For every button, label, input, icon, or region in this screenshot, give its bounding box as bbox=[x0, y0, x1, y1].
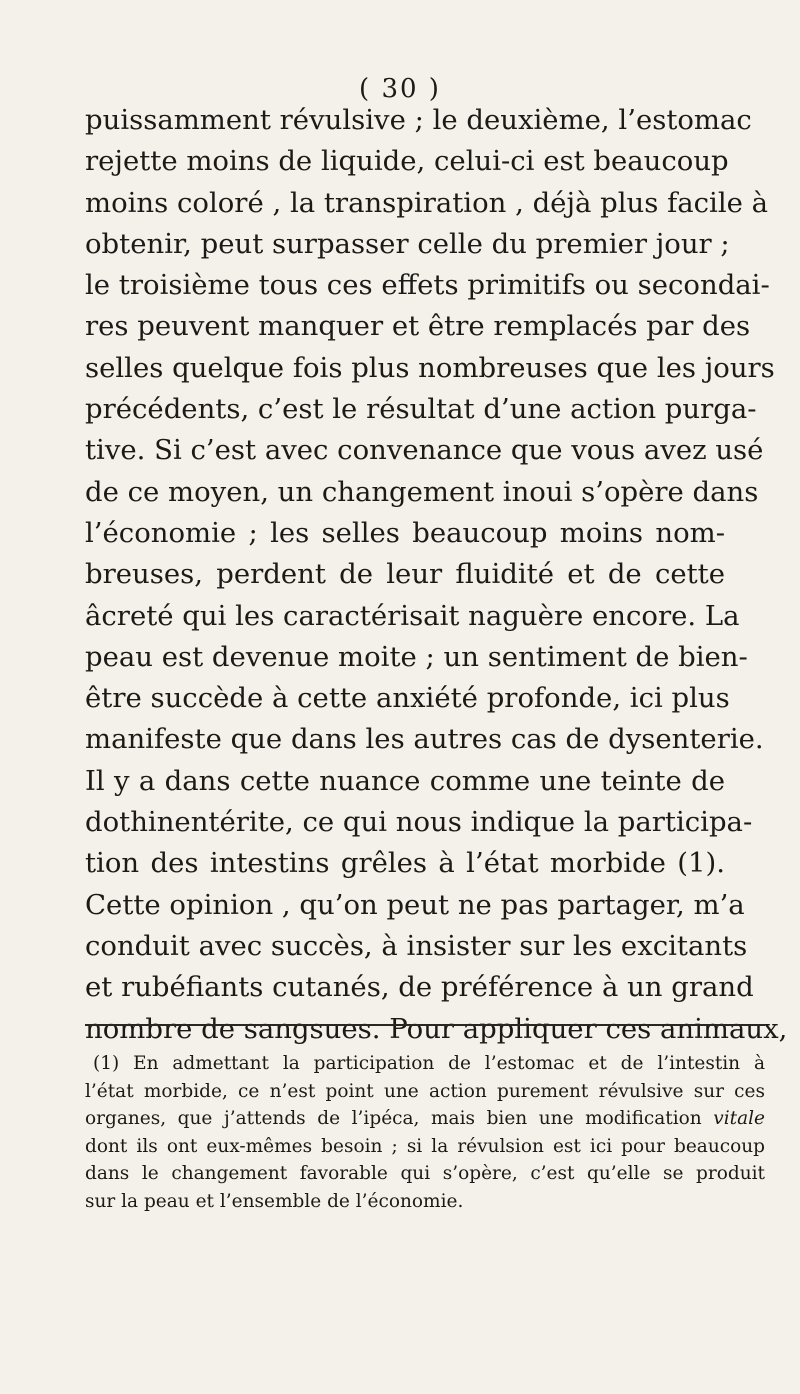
page-number: ( 30 ) bbox=[359, 74, 441, 104]
text-line: moins coloré , la transpiration , déjà plus facile à bbox=[85, 186, 769, 219]
text-line: être succède à cette anxiété profonde, ici plus bbox=[85, 682, 730, 715]
text-line: de ce moyen, un changement inoui s’opère dans bbox=[85, 475, 759, 508]
text-line: nombre de sangsues. Pour appliquer ces animaux, bbox=[85, 1012, 788, 1045]
text-line: tive. Si c’est avec convenance que vous avez usé bbox=[85, 434, 764, 467]
footnote-line: l’état morbide, ce n’est point une action purement révulsive sur ces bbox=[85, 1080, 765, 1102]
text-line: tion des intestins grêles à l’état morbide (1). bbox=[85, 847, 725, 880]
text-line: dothinentérite, ce qui nous indique la participa- bbox=[85, 806, 753, 839]
text-line: manifeste que dans les autres cas de dysenterie. bbox=[85, 723, 764, 756]
text-line: rejette moins de liquide, celui-ci est beaucoup bbox=[85, 145, 729, 178]
text-line: peau est devenue moite ; un sentiment de bien- bbox=[85, 640, 748, 673]
footnote-divider bbox=[85, 1024, 765, 1026]
text-line: obtenir, peut surpasser celle du premier jour ; bbox=[85, 227, 730, 260]
footnote-line: sur la peau et l’ensemble de l’économie. bbox=[85, 1190, 464, 1212]
text-line: âcreté qui les caractérisait naguère encore. La bbox=[85, 599, 740, 632]
footnote-line-text: organes, que j’attends de l’ipéca, mais bien une modification bbox=[85, 1108, 714, 1130]
text-line: Cette opinion , qu’on peut ne pas partager, m’a bbox=[85, 888, 745, 921]
text-line: et rubéfiants cutanés, de préférence à un grand bbox=[85, 971, 754, 1004]
footnote-line bbox=[85, 1105, 765, 1133]
text-line: l’économie ; les selles beaucoup moins nom- bbox=[85, 516, 725, 549]
text-line: conduit avec succès, à insister sur les excitants bbox=[85, 929, 748, 962]
text-line: Il y a dans cette nuance comme une teinte de bbox=[85, 764, 725, 797]
footnote-italic-word: vitale bbox=[713, 1108, 765, 1130]
footnote bbox=[85, 1050, 765, 1216]
text-line: précédents, c’est le résultat d’une action purga- bbox=[85, 393, 757, 426]
footnote-line: (1) En admettant la participation de l’estomac et de l’intestin à bbox=[93, 1053, 765, 1074]
text-line: breuses, perdent de leur fluidité et de cette bbox=[85, 558, 725, 591]
text-line: puissamment révulsive ; le deuxième, l’estomac bbox=[85, 104, 752, 136]
main-text bbox=[85, 100, 788, 1050]
footnote-line: dont ils ont eux-mêmes besoin ; si la révulsion est ici pour beaucoup bbox=[85, 1135, 765, 1157]
text-line: selles quelque fois plus nombreuses que les jours bbox=[85, 351, 775, 384]
text-line: le troisième tous ces effets primitifs ou secondai- bbox=[85, 269, 770, 302]
text-line: res peuvent manquer et être remplacés par des bbox=[85, 310, 751, 343]
footnote-line: dans le changement favorable qui s’opère, c’est qu’elle se produit bbox=[85, 1163, 765, 1185]
